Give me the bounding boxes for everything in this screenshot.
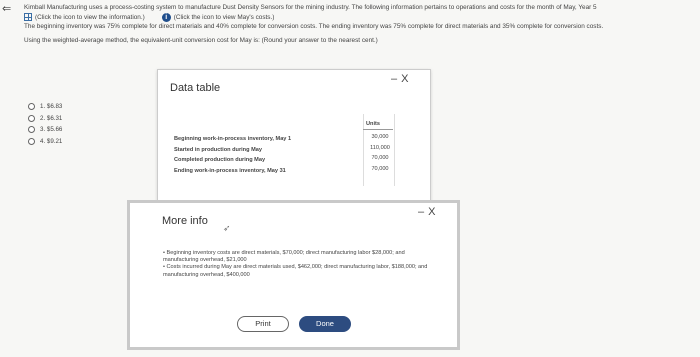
done-button[interactable]: Done: [299, 316, 351, 332]
option-label[interactable]: 3. $5.66: [40, 126, 63, 134]
minimize-icon[interactable]: –: [391, 73, 402, 85]
row-value: 70,000: [371, 155, 389, 162]
print-button[interactable]: Print: [237, 316, 289, 332]
question-intro: Kimball Manufacturing uses a process-costing system to manufacture Dust Density Sensors for the mining industry. The following information pertains to operations and costs for the month of May, Year 5: [24, 4, 597, 11]
minimize-icon[interactable]: –: [418, 206, 429, 218]
info-bullet: • Costs incurred during May are direct materials used, $462,000; direct manufacturing labor, $188,000; and manufacturing overhead, $400,000: [163, 264, 428, 278]
table-link-text[interactable]: (Click the icon to view the information.): [35, 13, 145, 21]
option-label[interactable]: 4. $9.21: [40, 137, 63, 145]
answer-option[interactable]: [28, 113, 62, 125]
table-row: [174, 136, 364, 147]
mouse-cursor-icon: ➶: [223, 223, 231, 233]
row-label: Beginning work-in-process inventory, May 1: [174, 136, 292, 142]
answer-option[interactable]: [28, 124, 62, 136]
table-row: [174, 168, 364, 179]
back-arrow-icon[interactable]: ⇐: [2, 3, 12, 15]
close-icon[interactable]: X: [401, 73, 413, 85]
more-info-dialog: [127, 200, 460, 350]
table-divider: [394, 114, 395, 186]
table-values: [366, 134, 394, 177]
question-prompt: Using the weighted-average method, the equivalent-unit conversion cost for May is: (Round your answer to the nearest cent.): [24, 36, 378, 44]
table-row: [174, 157, 364, 168]
row-label: Started in production during May: [174, 146, 262, 153]
option-label[interactable]: 2. $6.31: [40, 114, 63, 122]
row-value: 30,000: [371, 134, 389, 140]
table-column-header: Units: [366, 121, 380, 127]
radio-button[interactable]: [28, 126, 35, 133]
radio-button[interactable]: [28, 103, 35, 110]
costs-link-text[interactable]: (Click the icon to view May's costs.): [173, 13, 275, 21]
row-label: Ending work-in-process inventory, May 31: [174, 168, 286, 175]
radio-button[interactable]: [28, 115, 35, 122]
info-bullet: • Beginning inventory costs are direct materials, $70,000; direct manufacturing labor $28,000; and manufacturing overhead, $21,000: [163, 250, 405, 264]
table-icon[interactable]: [24, 13, 32, 21]
answer-option[interactable]: [28, 136, 62, 148]
row-value: 70,000: [371, 166, 389, 173]
data-table: [174, 136, 364, 179]
dialog-title: Data table: [170, 82, 221, 94]
radio-button[interactable]: [28, 138, 35, 145]
more-info-text: [163, 250, 428, 279]
question-text: [24, 3, 694, 45]
data-table-dialog: [157, 69, 431, 202]
option-label[interactable]: 1. $6.83: [40, 103, 63, 111]
table-row: [174, 147, 364, 158]
info-icon[interactable]: i: [162, 13, 171, 22]
header-underline: [363, 129, 393, 130]
dialog-title: More info: [162, 215, 208, 227]
close-icon[interactable]: X: [428, 206, 440, 218]
answer-option[interactable]: [28, 101, 62, 113]
question-completion-info: The beginning inventory was 75% complete for direct materials and 40% complete for conversion costs. The ending inventory was 75% complete for direct materials and 35% complete for conversion costs.: [24, 23, 604, 31]
answer-options: [28, 101, 62, 147]
row-value: 110,000: [370, 144, 390, 151]
row-label: Completed production during May: [174, 157, 266, 164]
